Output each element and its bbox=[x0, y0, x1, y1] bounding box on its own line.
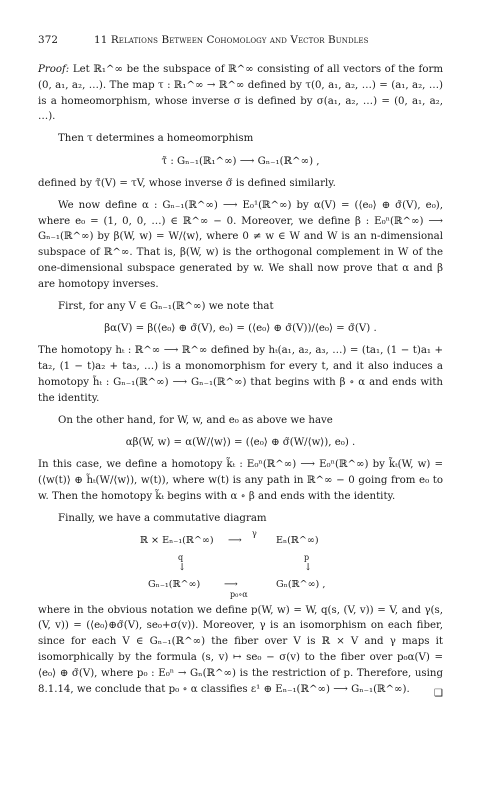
book-page bbox=[38, 34, 443, 700]
paragraph: defined by τ̃(V) = τV, whose inverse σ̃ is defined similarly. bbox=[38, 177, 336, 189]
diagram-bottom-right: Gₙ(ℝ^∞) , bbox=[276, 578, 326, 590]
paragraph: We now define α : Gₙ₋₁(ℝ^∞) ⟶ E₀¹(ℝ^∞) by α(V) = (⟨e₀⟩ ⊕ σ̃(V), e₀), where e₀ = (1, 0, 0, …) ∈ ℝ^∞ − 0. Moreover, we define β : E₀ⁿ(ℝ^∞) ⟶ Gₙ₋₁(ℝ^∞) by β(W, w) = W/⟨w⟩, where 0 ≠ w ∈ W and W is an n-dimensional subspace of ℝ^∞. That is, β(W, w) is the orthogonal complement in W of the one-dimensional subspace generated by w. We shall now prove that α and β are homotopy inverses. bbox=[38, 199, 443, 290]
diagram-bottom-arrow: ⟶ bbox=[224, 578, 238, 590]
display-equation: αβ(W, w) = α(W/⟨w⟩) = (⟨e₀⟩ ⊕ σ̃(W/⟨w⟩), e₀) . bbox=[125, 437, 356, 449]
proof-label: Proof: bbox=[38, 64, 70, 75]
paragraph-proof-intro bbox=[38, 62, 443, 125]
display-equation: βα(V) = β(⟨e₀⟩ ⊕ σ̃(V), e₀) = (⟨e₀⟩ ⊕ σ̃(V))/⟨e₀⟩ = σ̃(V) . bbox=[104, 323, 377, 335]
diagram-top-arrow: ⟶ bbox=[228, 534, 242, 546]
display-equation: τ̃ : Gₙ₋₁(ℝ₁^∞) ⟶ Gₙ₋₁(ℝ^∞) , bbox=[161, 155, 320, 167]
final-paragraph-wrap bbox=[38, 603, 443, 698]
paragraph: where in the obvious notation we define p(W, w) = W, q(s, (V, v)) = V, and γ(s, (V, v)) = (⟨e₀⟩⊕σ̃(V), se₀+σ(v)). Moreover, γ is an isomorphism on each fiber, since for each V ∈ Gₙ₋₁(ℝ^∞) the fiber over V is ℝ × V and γ maps it isomorphically by the formula (s, v) ↦ se₀ − σ(v) to the fiber over p₀α(V) = ⟨e₀⟩ ⊕ σ̃(V), where p₀ : E₀ⁿ → Gₙ(ℝ^∞) is the restriction of p. Therefore, using 8.1.14, we conclude that p₀ ∘ α classifies ε¹ ⊕ Eₙ₋₁(ℝ^∞) ⟶ Gₙ₋₁(ℝ^∞). bbox=[38, 604, 443, 695]
paragraph: Finally, we have a commutative diagram bbox=[58, 512, 267, 524]
commutative-diagram bbox=[38, 528, 443, 599]
diagram-bottom-left: Gₙ₋₁(ℝ^∞) bbox=[148, 578, 201, 590]
paragraph: The homotopy hₜ : ℝ^∞ ⟶ ℝ^∞ defined by hₜ(a₁, a₂, a₃, …) = (ta₁, (1 − t)a₁ + ta₂, (1 − t)a₂ + ta₃, …) is a monomorphism for every t, and it also induces a homotopy h̃ₜ : Gₙ₋₁(ℝ^∞) ⟶ Gₙ₋₁(ℝ^∞) that begins with β ∘ α and ends with the identity. bbox=[38, 345, 443, 404]
diagram-top-right: Eₙ(ℝ^∞) bbox=[276, 534, 319, 546]
diagram-bottom-label: p₀∘α bbox=[230, 589, 248, 599]
paragraph: In this case, we define a homotopy k̃ₜ : E₀ⁿ(ℝ^∞) ⟶ E₀ⁿ(ℝ^∞) by k̃ₜ(W, w) = (⟨w(t)⟩ ⊕ h̃ₜ(W/⟨w⟩), w(t)), where w(t) is any path in ℝ^∞ − 0 going from e₀ to w. Then the homotopy k̃ₜ begins with α ∘ β and ends with the identity. bbox=[38, 459, 443, 502]
diagram-q-label: q bbox=[178, 552, 184, 562]
paragraph: First, for any V ∈ Gₙ₋₁(ℝ^∞) we note that bbox=[58, 300, 274, 312]
page-number: 372 bbox=[38, 34, 59, 46]
diagram-p-label: p bbox=[304, 552, 310, 562]
paragraph: On the other hand, for W, w, and e₀ as above we have bbox=[58, 414, 333, 426]
diagram-gamma-label: γ bbox=[252, 528, 257, 538]
running-header bbox=[38, 34, 443, 46]
paragraph: Then τ determines a homeomorphism bbox=[58, 133, 254, 145]
diagram-right-arrow: ↓ bbox=[304, 561, 313, 573]
paragraph-text: Let ℝ₁^∞ be the subspace of ℝ^∞ consisting of all vectors of the form (0, a₁, a₂, …). The map τ : ℝ₁^∞ → ℝ^∞ defined by τ(0, a₁, a₂, …) = (a₁, a₂, …) is a homeomorphism, whose inverse σ is defined by σ(a₁, a₂, …) = (0, a₁, a₂, …). bbox=[38, 64, 443, 123]
running-title: 11 Relations Between Cohomology and Vector Bundles bbox=[94, 34, 369, 46]
qed-symbol: ❑ bbox=[434, 688, 443, 700]
diagram-left-arrow: ↓ bbox=[178, 561, 187, 573]
diagram-top-left: ℝ × Eₙ₋₁(ℝ^∞) bbox=[140, 534, 214, 546]
